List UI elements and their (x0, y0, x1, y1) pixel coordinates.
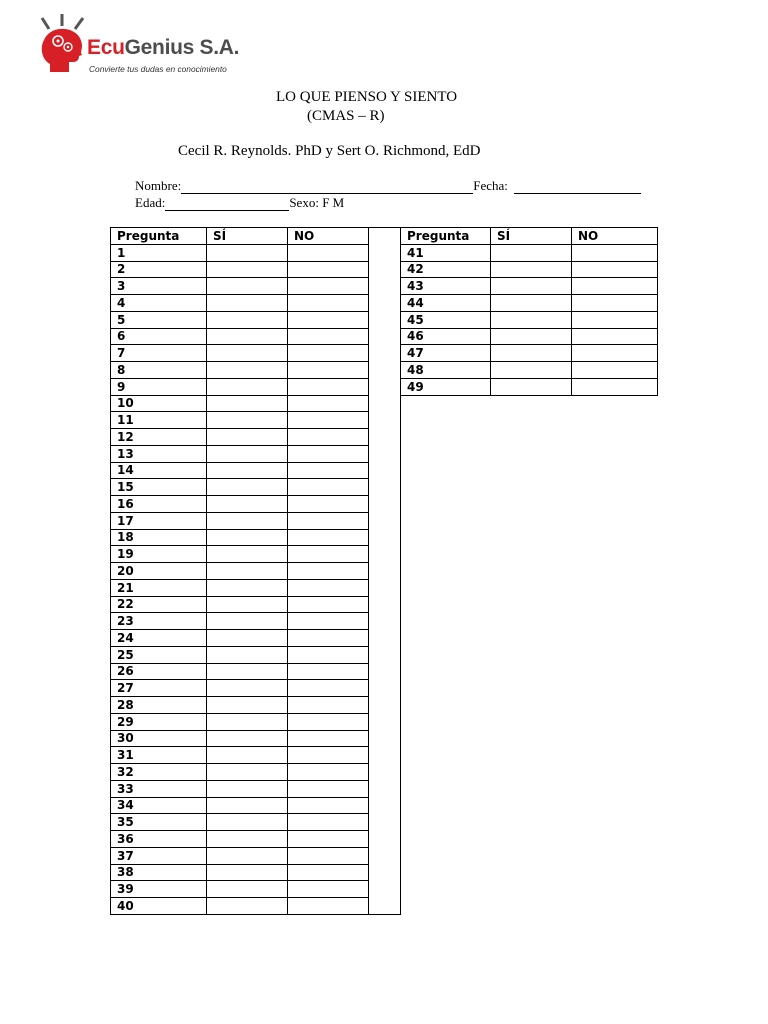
table-row (111, 429, 401, 446)
table-row (111, 311, 401, 328)
question-number: 27 (111, 680, 207, 697)
answer-no-cell[interactable] (288, 395, 369, 412)
question-number: 35 (111, 814, 207, 831)
table-row (401, 244, 658, 261)
answer-no-cell[interactable] (288, 529, 369, 546)
table-row (111, 814, 401, 831)
answer-si-cell[interactable] (207, 378, 288, 395)
question-number: 24 (111, 630, 207, 647)
answer-no-cell[interactable] (288, 864, 369, 881)
age-sex-row (135, 195, 344, 211)
answer-si-cell[interactable] (207, 261, 288, 278)
spacer-column (369, 228, 401, 915)
table-row (111, 697, 401, 714)
table-row (111, 596, 401, 613)
answer-no-cell[interactable] (288, 412, 369, 429)
answer-si-cell[interactable] (207, 864, 288, 881)
answer-no-cell[interactable] (288, 797, 369, 814)
answer-si-cell[interactable] (491, 311, 572, 328)
answer-si-cell[interactable] (207, 596, 288, 613)
header-pregunta: Pregunta (401, 228, 491, 245)
answer-si-cell[interactable] (491, 362, 572, 379)
header-pregunta: Pregunta (111, 228, 207, 245)
table-row (401, 328, 658, 345)
header-no: NO (572, 228, 658, 245)
answer-si-cell[interactable] (207, 479, 288, 496)
question-number: 47 (401, 345, 491, 362)
answer-no-cell[interactable] (288, 328, 369, 345)
answers-table-left (110, 227, 401, 915)
sexo-label: Sexo: F M (289, 195, 345, 210)
question-number: 19 (111, 546, 207, 563)
answer-si-cell[interactable] (207, 328, 288, 345)
answer-si-cell[interactable] (207, 311, 288, 328)
question-number: 17 (111, 512, 207, 529)
answer-si-cell[interactable] (207, 663, 288, 680)
logo-wordmark-gray: Genius S.A. (124, 36, 240, 59)
answer-si-cell[interactable] (207, 512, 288, 529)
question-number: 31 (111, 747, 207, 764)
answer-no-cell[interactable] (288, 814, 369, 831)
logo-tagline: Convierte tus dudas en conocimiento (89, 64, 227, 74)
answer-no-cell[interactable] (572, 295, 658, 312)
answer-no-cell[interactable] (288, 596, 369, 613)
table-row (111, 797, 401, 814)
table-row (111, 563, 401, 580)
question-number: 49 (401, 378, 491, 395)
answer-no-cell[interactable] (288, 847, 369, 864)
question-number: 16 (111, 496, 207, 513)
table-row (111, 244, 401, 261)
table-row (111, 747, 401, 764)
answer-no-cell[interactable] (288, 261, 369, 278)
answer-no-cell[interactable] (288, 378, 369, 395)
table-row (111, 378, 401, 395)
answer-si-cell[interactable] (207, 847, 288, 864)
question-number: 8 (111, 362, 207, 379)
answer-si-cell[interactable] (207, 881, 288, 898)
answer-si-cell[interactable] (207, 646, 288, 663)
answer-no-cell[interactable] (288, 663, 369, 680)
question-number: 18 (111, 529, 207, 546)
answer-no-cell[interactable] (288, 563, 369, 580)
question-number: 9 (111, 378, 207, 395)
header-si: SÍ (491, 228, 572, 245)
answer-no-cell[interactable] (572, 261, 658, 278)
table-row (111, 362, 401, 379)
answer-si-cell[interactable] (207, 680, 288, 697)
question-number: 32 (111, 764, 207, 781)
table-row (111, 663, 401, 680)
document-subtitle: (CMAS – R) (307, 108, 385, 124)
answer-no-cell[interactable] (288, 780, 369, 797)
question-number: 46 (401, 328, 491, 345)
table-row (401, 295, 658, 312)
question-number: 48 (401, 362, 491, 379)
question-number: 29 (111, 713, 207, 730)
table-row (111, 295, 401, 312)
table-row (111, 345, 401, 362)
table-row (111, 713, 401, 730)
fecha-field[interactable] (514, 181, 641, 194)
answer-si-cell[interactable] (207, 445, 288, 462)
answer-si-cell[interactable] (491, 244, 572, 261)
answer-no-cell[interactable] (572, 244, 658, 261)
answer-si-cell[interactable] (207, 345, 288, 362)
table-row (401, 311, 658, 328)
answer-no-cell[interactable] (288, 546, 369, 563)
table-row (401, 345, 658, 362)
answer-si-cell[interactable] (207, 579, 288, 596)
table-row (111, 764, 401, 781)
answer-no-cell[interactable] (288, 630, 369, 647)
answer-si-cell[interactable] (491, 378, 572, 395)
answer-no-cell[interactable] (572, 362, 658, 379)
answer-no-cell[interactable] (288, 512, 369, 529)
table-row (111, 646, 401, 663)
question-number: 22 (111, 596, 207, 613)
answer-si-cell[interactable] (207, 429, 288, 446)
table-row (401, 261, 658, 278)
question-number: 30 (111, 730, 207, 747)
table-row (111, 412, 401, 429)
company-logo (38, 14, 238, 78)
table-row (111, 630, 401, 647)
table-row (111, 579, 401, 596)
question-number: 11 (111, 412, 207, 429)
question-number: 15 (111, 479, 207, 496)
table-row (111, 512, 401, 529)
answer-si-cell[interactable] (207, 630, 288, 647)
question-number: 45 (401, 311, 491, 328)
table-row (111, 479, 401, 496)
answer-si-cell[interactable] (207, 898, 288, 915)
question-number: 28 (111, 697, 207, 714)
answer-si-cell[interactable] (491, 261, 572, 278)
question-number: 12 (111, 429, 207, 446)
answer-si-cell[interactable] (207, 395, 288, 412)
answer-no-cell[interactable] (288, 362, 369, 379)
answer-no-cell[interactable] (288, 697, 369, 714)
name-date-row (135, 178, 641, 194)
answer-no-cell[interactable] (288, 496, 369, 513)
answer-no-cell[interactable] (288, 311, 369, 328)
question-number: 34 (111, 797, 207, 814)
question-number: 13 (111, 445, 207, 462)
table-row (111, 445, 401, 462)
answer-si-cell[interactable] (207, 278, 288, 295)
header-no: NO (288, 228, 369, 245)
answer-no-cell[interactable] (288, 881, 369, 898)
nombre-field[interactable] (181, 181, 473, 194)
table-row (401, 362, 658, 379)
question-number: 43 (401, 278, 491, 295)
answer-no-cell[interactable] (572, 278, 658, 295)
answer-no-cell[interactable] (288, 898, 369, 915)
answer-si-cell[interactable] (207, 496, 288, 513)
answer-si-cell[interactable] (207, 831, 288, 848)
edad-field[interactable] (165, 198, 289, 211)
table-row (111, 730, 401, 747)
table-row (111, 278, 401, 295)
answer-si-cell[interactable] (491, 278, 572, 295)
answer-no-cell[interactable] (288, 295, 369, 312)
table-row (111, 898, 401, 915)
answer-no-cell[interactable] (572, 378, 658, 395)
table-row (111, 847, 401, 864)
answer-no-cell[interactable] (288, 429, 369, 446)
answer-si-cell[interactable] (207, 697, 288, 714)
answers-table-right (400, 227, 658, 396)
question-number: 26 (111, 663, 207, 680)
table-row (111, 780, 401, 797)
document-title: LO QUE PIENSO Y SIENTO (276, 89, 458, 105)
table-row (111, 881, 401, 898)
answer-no-cell[interactable] (288, 345, 369, 362)
document-authors: Cecil R. Reynolds. PhD y Sert O. Richmond, EdD (178, 143, 481, 159)
table-row (401, 278, 658, 295)
answer-si-cell[interactable] (207, 613, 288, 630)
question-number: 33 (111, 780, 207, 797)
header-si: SÍ (207, 228, 288, 245)
question-number: 44 (401, 295, 491, 312)
table-header-row (111, 228, 401, 245)
edad-label: Edad: (135, 195, 166, 210)
table-row (111, 529, 401, 546)
question-number: 20 (111, 563, 207, 580)
answer-si-cell[interactable] (207, 546, 288, 563)
table-row (111, 496, 401, 513)
table-row (401, 378, 658, 395)
question-number: 3 (111, 278, 207, 295)
table-row (111, 395, 401, 412)
answer-no-cell[interactable] (288, 646, 369, 663)
question-number: 5 (111, 311, 207, 328)
answer-si-cell[interactable] (207, 747, 288, 764)
table-row (111, 613, 401, 630)
answer-no-cell[interactable] (572, 328, 658, 345)
answer-si-cell[interactable] (207, 814, 288, 831)
answer-si-cell[interactable] (491, 345, 572, 362)
answer-si-cell[interactable] (207, 462, 288, 479)
answer-si-cell[interactable] (207, 362, 288, 379)
table-header-row (401, 228, 658, 245)
answer-no-cell[interactable] (288, 445, 369, 462)
answer-no-cell[interactable] (288, 613, 369, 630)
question-number: 42 (401, 261, 491, 278)
answer-no-cell[interactable] (288, 579, 369, 596)
answer-si-cell[interactable] (207, 529, 288, 546)
question-number: 37 (111, 847, 207, 864)
answer-si-cell[interactable] (207, 730, 288, 747)
question-number: 39 (111, 881, 207, 898)
question-number: 41 (401, 244, 491, 261)
question-number: 23 (111, 613, 207, 630)
table-row (111, 864, 401, 881)
answer-no-cell[interactable] (288, 278, 369, 295)
answer-si-cell[interactable] (207, 412, 288, 429)
answer-si-cell[interactable] (207, 244, 288, 261)
question-number: 21 (111, 579, 207, 596)
answer-no-cell[interactable] (288, 244, 369, 261)
answer-si-cell[interactable] (207, 764, 288, 781)
question-number: 38 (111, 864, 207, 881)
answer-no-cell[interactable] (288, 462, 369, 479)
logo-wordmark-red: Ecu (87, 36, 125, 59)
answer-no-cell[interactable] (288, 479, 369, 496)
answer-no-cell[interactable] (288, 764, 369, 781)
question-number: 10 (111, 395, 207, 412)
question-number: 14 (111, 462, 207, 479)
table-row (111, 328, 401, 345)
answer-si-cell[interactable] (207, 563, 288, 580)
table-row (111, 680, 401, 697)
question-number: 25 (111, 646, 207, 663)
question-number: 40 (111, 898, 207, 915)
table-row (111, 261, 401, 278)
answer-no-cell[interactable] (288, 831, 369, 848)
answer-no-cell[interactable] (288, 680, 369, 697)
question-number: 7 (111, 345, 207, 362)
answer-no-cell[interactable] (288, 713, 369, 730)
fecha-label: Fecha: (473, 178, 508, 193)
question-number: 6 (111, 328, 207, 345)
answer-no-cell[interactable] (572, 345, 658, 362)
answer-no-cell[interactable] (288, 730, 369, 747)
question-number: 2 (111, 261, 207, 278)
answer-si-cell[interactable] (207, 780, 288, 797)
question-number: 36 (111, 831, 207, 848)
logo-wordmark (87, 36, 239, 60)
answer-si-cell[interactable] (207, 797, 288, 814)
table-row (111, 462, 401, 479)
answer-si-cell[interactable] (207, 295, 288, 312)
table-row (111, 831, 401, 848)
nombre-label: Nombre: (135, 178, 182, 193)
answer-no-cell[interactable] (572, 311, 658, 328)
question-number: 4 (111, 295, 207, 312)
answer-si-cell[interactable] (491, 295, 572, 312)
table-row (111, 546, 401, 563)
answer-no-cell[interactable] (288, 747, 369, 764)
head-gears-icon (38, 14, 86, 78)
question-number: 1 (111, 244, 207, 261)
answer-si-cell[interactable] (491, 328, 572, 345)
answer-si-cell[interactable] (207, 713, 288, 730)
